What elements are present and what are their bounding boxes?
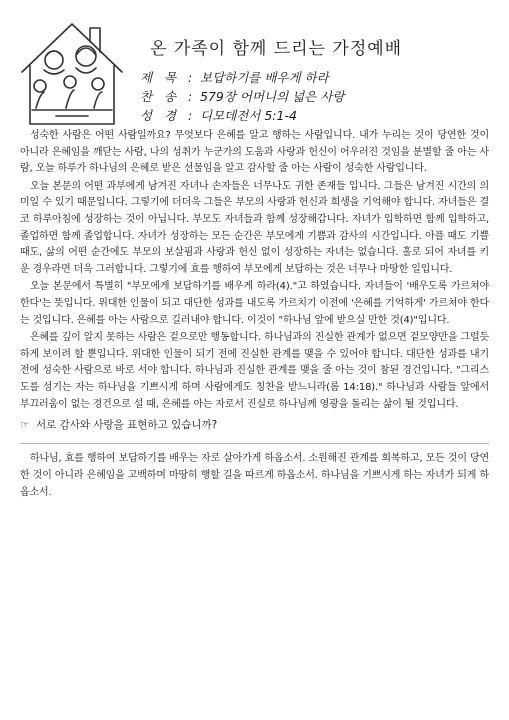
info-value: 579장 어머니의 넓은 사랑 xyxy=(200,89,345,104)
family-house-logo-icon xyxy=(16,16,128,128)
header xyxy=(14,14,494,132)
paragraph: 오늘 본문에서 특별히 "부모에게 보답하기를 배우게 하라(4)."고 하였습니다. 자녀들이 '배우도록 가르쳐야 한다'는 뜻입니다. 위대한 인물이 되고 대단한 성과를 내도록 가르치기 이전에 '은혜를 기억하게' 가르쳐야 한다는 것입니다. 은혜를 아는 사람으로 길러내야 합니다. 이것이 "하나님 앞에 받으실 만한 것(4)"입니다. xyxy=(20,281,489,326)
info-row-hymn: 찬 송 : 579장 어머니의 넓은 사랑 xyxy=(140,89,345,104)
paragraph: 은혜를 깊이 알지 못하는 사람은 겉으로만 행동합니다. 하나님과의 진실한 관계가 없으면 겉모양만을 그럴듯하게 보이려 할 뿐입니다. 위대한 인물이 되기 전에 진실한 관계를 맺을 수 있어야 합니다. 대단한 성과를 내기 전에 성숙한 사람으로 바로 서야 합니다. 하나님과 진실한 관계를 맺을 줄 아는 것이 참된 경건입니다. "그리스도를 섬기는 자는 하나님을 기쁘시게 하며 사람에게도 칭찬을 받느니라(롬 14:18)." 하나님과 사람들 앞에서 부끄러움이 없는 경건으로 설 때, 은혜를 아는 자로서 진실로 하나님께 영광을 돌리는 삶이 될 것입니다. xyxy=(20,332,489,410)
question-text: 서로 감사와 사랑을 표현하고 있습니까? xyxy=(36,419,218,432)
info-row-title: 제 목 : 보답하기를 배우게 하라 xyxy=(140,70,329,85)
prayer-text: 하나님, 효를 행하여 보답하기를 배우는 자로 살아가게 하옵소서. 소원해진 관계를 회복하고, 모든 것이 당연한 것이 아니라 은혜임을 고백하며 마땅히 행할 길을 따르게 하옵소서. 하나님을 기쁘시게 하는 자녀가 되게 하옵소서. xyxy=(20,443,489,501)
info-value: 디모데전서 5:1-4 xyxy=(200,108,297,123)
page-title: 온 가족이 함께 드리는 가정예배 xyxy=(150,39,403,59)
info-label: 성 경 xyxy=(140,108,181,123)
sermon-body xyxy=(20,128,489,501)
info-label: 제 목 xyxy=(140,70,181,85)
paragraph: 오늘 본문의 어떤 과부에게 남겨진 자녀나 손자들은 너무나도 귀한 존재들 입니다. 그들은 남겨진 시간의 의미일 수 있기 때문입니다. 그렇기에 더더욱 그들은 부모의 사랑과 헌신과 희생을 기억해야 합니다. 자녀들은 결코 하루아침에 성장하는 것이 아닙니다. 부모도 자녀들과 함께 성장해갑니다. 자녀가 입학하면 함께 입학하고, 졸업하면 함께 졸업합니다. 자녀가 성장하는 모든 순간은 부모에게 기쁨과 감사의 시간입니다. 아플 때도 기쁠 때도, 삶의 어떤 순간에도 부모의 보살핌과 사랑과 헌신 없이 성장하는 자녀는 없습니다. 홀로 되어 자녀를 키운 경우라면 더욱 그러합니다. 그렇기에 효를 행하여 부모에게 보답하는 것은 너무나 마땅한 일입니다. xyxy=(20,180,489,275)
info-block xyxy=(140,68,490,125)
info-label: 찬 송 xyxy=(140,89,181,104)
info-row-scripture: 성 경 : 디모데전서 5:1-4 xyxy=(140,108,297,123)
discussion-question xyxy=(20,417,489,433)
paragraph: 성숙한 사람은 어떤 사람일까요? 무엇보다 은혜를 알고 행하는 사람입니다. 내가 누리는 것이 당연한 것이 아니라 은혜임을 깨닫는 사람, 나의 성취가 누군가의 도움과 사랑과 헌신이 어우러진 것임을 분별할 줄 아는 사람, 오늘 하루가 하나님의 은혜로 받은 선물임을 알고 감사할 줄 아는 사람이 성숙한 사람입니다. xyxy=(20,130,489,175)
info-value: 보답하기를 배우게 하라 xyxy=(200,70,329,85)
pointing-hand-icon: ☞ xyxy=(20,419,30,432)
